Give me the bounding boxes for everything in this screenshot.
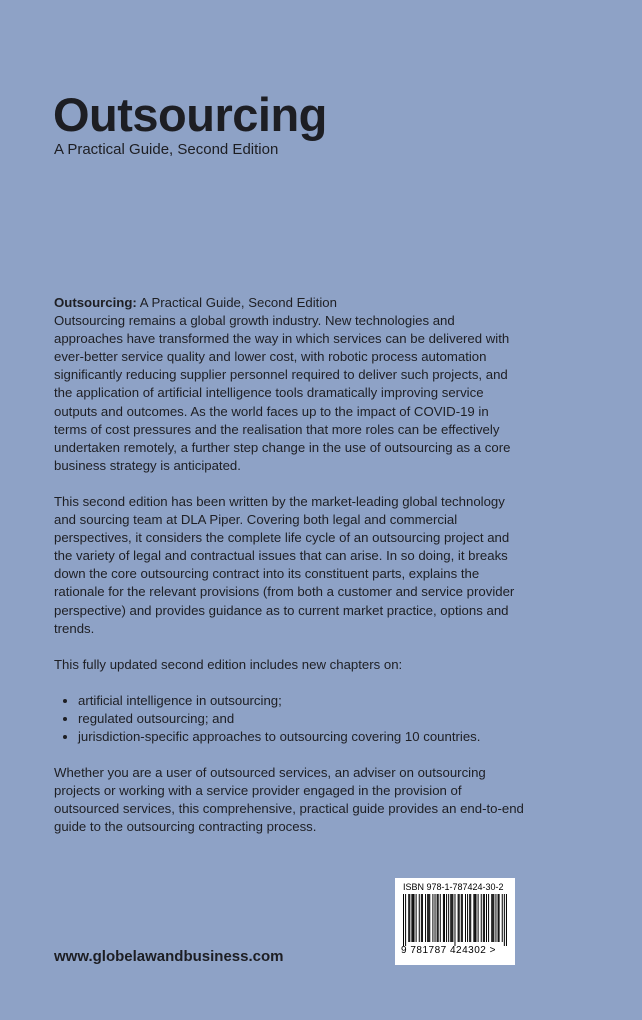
book-subtitle: A Practical Guide, Second Edition (54, 141, 279, 158)
list-item: • artificial intelligence in outsourcing; (78, 692, 524, 710)
list-item: • regulated outsourcing; and (78, 710, 524, 728)
blurb-heading-rest: A Practical Guide, Second Edition (136, 295, 337, 310)
barcode-bars (403, 894, 507, 946)
list-item: • jurisdiction-specific approaches to outsourcing covering 10 countries. (78, 728, 524, 746)
back-cover-blurb (54, 294, 524, 854)
blurb-paragraph-4: Whether you are a user of outsourced services, an adviser on outsourcing projects or working with a service provider engaged in the provision of outsourced services, this comprehensive, practical guide provides an end-to-end guide to the outsourcing contracting process. (54, 765, 524, 835)
blurb-paragraph-3: This fully updated second edition includes new chapters on: (54, 656, 403, 672)
blurb-paragraph-2: This second edition has been written by the market-leading global technology and sourcing team at DLA Piper. Covering both legal and commercial perspectives, it considers the complete life cycle of an outsourcing project and the variety of legal and contractual issues that can arise. In so doing, it breaks down the core outsourcing contract into its constituent parts, explains the rationale for the relevant provisions (from both a customer and service provider perspective) and provides guidance as to current market practice, options and trends. (54, 493, 515, 636)
book-title: Outsourcing (53, 88, 327, 141)
new-chapters-list (54, 692, 524, 746)
isbn-barcode (395, 878, 515, 965)
barcode-digit-group-1: 781787 (410, 945, 447, 956)
blurb-heading-bold: Outsourcing: (54, 295, 137, 310)
blurb-paragraph-1: Outsourcing remains a global growth industry. New technologies and approaches have transformed the way in which services can be delivered with ever-better service quality and lower cost, with robotic process automation significantly reducing supplier personnel required to deliver such projects, and the application of artificial intelligence tools dramatically improving service outputs and outcomes. As the world faces up to the impact of COVID-19 in terms of cost pressures and the realisation that more roles can be effectively undertaken remotely, a further step change in the use of outsourcing as a core business strategy is anticipated. (54, 313, 511, 473)
barcode-digit-trail: > (489, 945, 496, 956)
barcode-digit-group-2: 424302 (450, 945, 487, 956)
isbn-label: ISBN 978-1-787424-30-2 (403, 882, 504, 892)
barcode-digit-first: 9 (401, 945, 408, 956)
publisher-website[interactable]: www.globelawandbusiness.com (54, 948, 284, 965)
blurb-heading (54, 294, 524, 312)
barcode-digits (401, 945, 496, 956)
